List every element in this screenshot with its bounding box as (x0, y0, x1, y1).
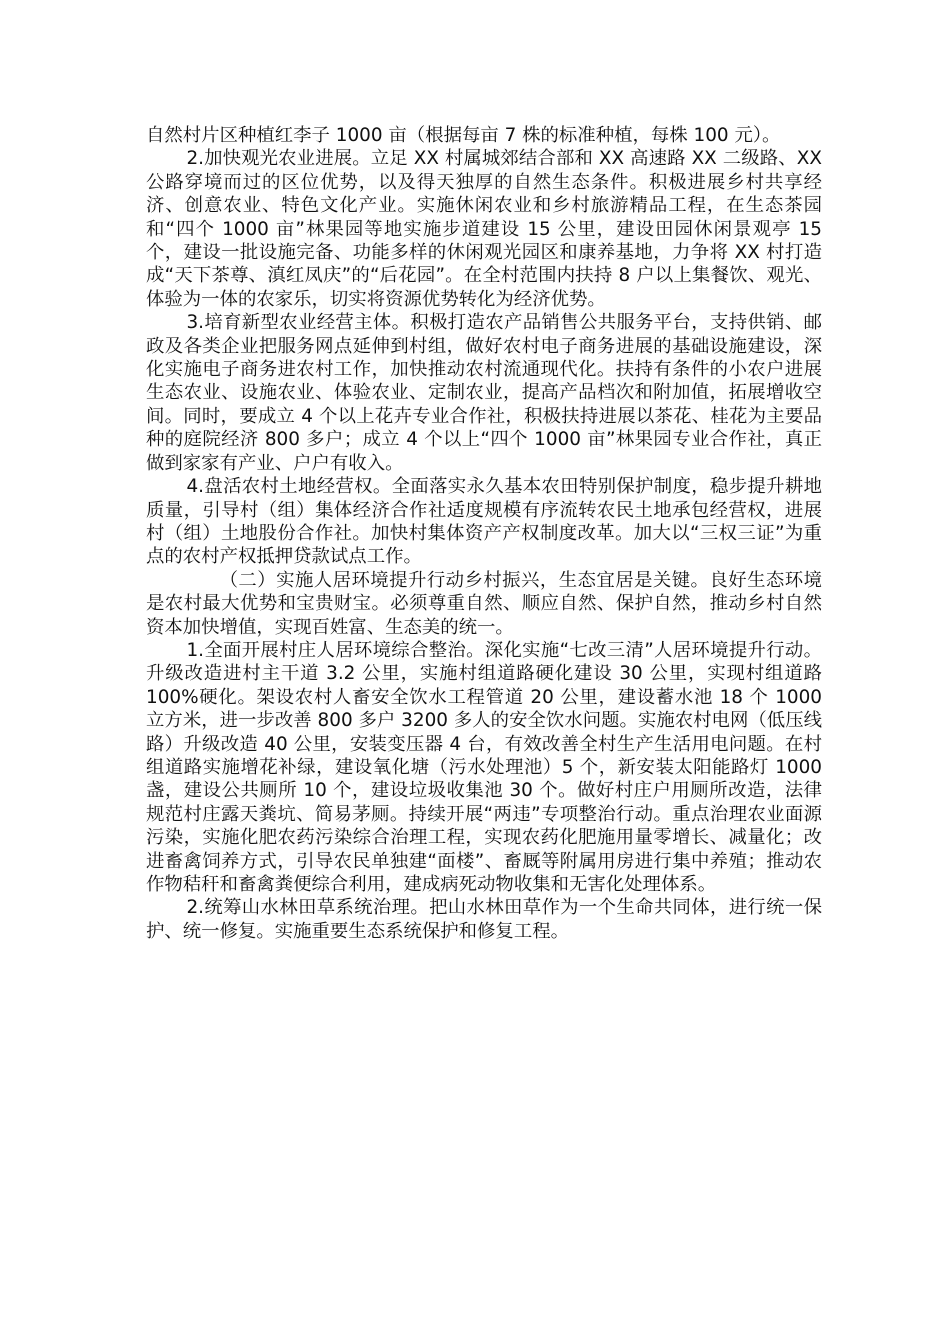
document-body (146, 124, 822, 943)
paragraph-village-renovation: 1.全面开展村庄人居环境综合整治。深化实施“七改三清”人居环境提升行动。升级改造进村主干道 3.2 公里，实施村组道路硬化建设 30 公里，实现村组道路 100%硬化。架设农村人畜安全饮水工程管道 20 公里，建设蓄水池 18 个 1000 立方米，进一步改善 800 多户 3200 多人的安全饮水问题。实施农村电网（低压线路）升级改造 40 公里，安装变压器 4 台，有效改善全村生产生活用电问题。在村组道路实施增花补绿，建设氧化塘（污水处理池）5 个，新安装太阳能路灯 1000 盏，建设公共厕所 10 个，建设垃圾收集池 30 个。做好村庄户用厕所改造，法律规范村庄露天粪坑、简易茅厕。持续开展“两违”专项整治行动。重点治理农业面源污染，实施化肥农药污染综合治理工程，实现农药化肥施用量零增长、减量化；改进畜禽饲养方式，引导农民单独建“面楼”、畜厩等附属用房进行集中养殖；推动农作物秸秆和畜禽粪便综合利用，建成病死动物收集和无害化处理体系。 (146, 639, 822, 895)
paragraph-new-agri-entities: 3.培育新型农业经营主体。积极打造农产品销售公共服务平台，支持供销、邮政及各类企业把服务网点延伸到村组，做好农村电子商务进展的基础设施建设，深化实施电子商务进农村工作，加快推动农村流通现代化。扶持有条件的小农户进展生态农业、设施农业、体验农业、定制农业，提高产品档次和附加值，拓展增收空间。同时，要成立 4 个以上花卉专业合作社，积极扶持进展以茶花、桂花为主要品种的庭院经济 800 多户；成立 4 个以上“四个 1000 亩”林果园专业合作社，真正做到家家有产业、户户有收入。 (146, 312, 822, 474)
paragraph-continuation: 自然村片区种植红李子 1000 亩（根据每亩 7 株的标准种植，每株 100 元）。 (146, 125, 781, 146)
paragraph-ecosystem-governance: 2.统筹山水林田草系统治理。把山水林田草作为一个生命共同体，进行统一保护、统一修复。实施重要生态系统保护和修复工程。 (146, 897, 822, 942)
paragraph-sightseeing-agriculture: 2.加快观光农业进展。立足 XX 村属城郊结合部和 XX 高速路 XX 二级路、XX 公路穿境而过的区位优势，以及得天独厚的自然生态条件。积极进展乡村共享经济、创意农业、特色文化产业。实施休闲农业和乡村旅游精品工程，在生态茶园和“四个 1000 亩”林果园等地实施步道建设 15 公里，建设田园休闲景观亭 15 个，建设一批设施完备、功能多样的休闲观光园区和康养基地，力争将 XX 村打造成“天下茶尊、滇红凤庆”的“后花园”。在全村范围内扶持 8 户以上集餐饮、观光、体验为一体的农家乐，切实将资源优势转化为经济优势。 (146, 148, 822, 310)
section-heading-living-environment: （二）实施人居环境提升行动乡村振兴，生态宜居是关键。良好生态环境是农村最大优势和宝贵财宝。必须尊重自然、顺应自然、保护自然，推动乡村自然资本加快增值，实现百姓富、生态美的统一。 (146, 569, 822, 638)
paragraph-land-rights: 4.盘活农村土地经营权。全面落实永久基本农田特别保护制度，稳步提升耕地质量，引导村（组）集体经济合作社适度规模有序流转农民土地承包经营权，进展村（组）土地股份合作社。加快村集体资产产权制度改革。加大以“三权三证”为重点的农村产权抵押贷款试点工作。 (146, 476, 822, 568)
